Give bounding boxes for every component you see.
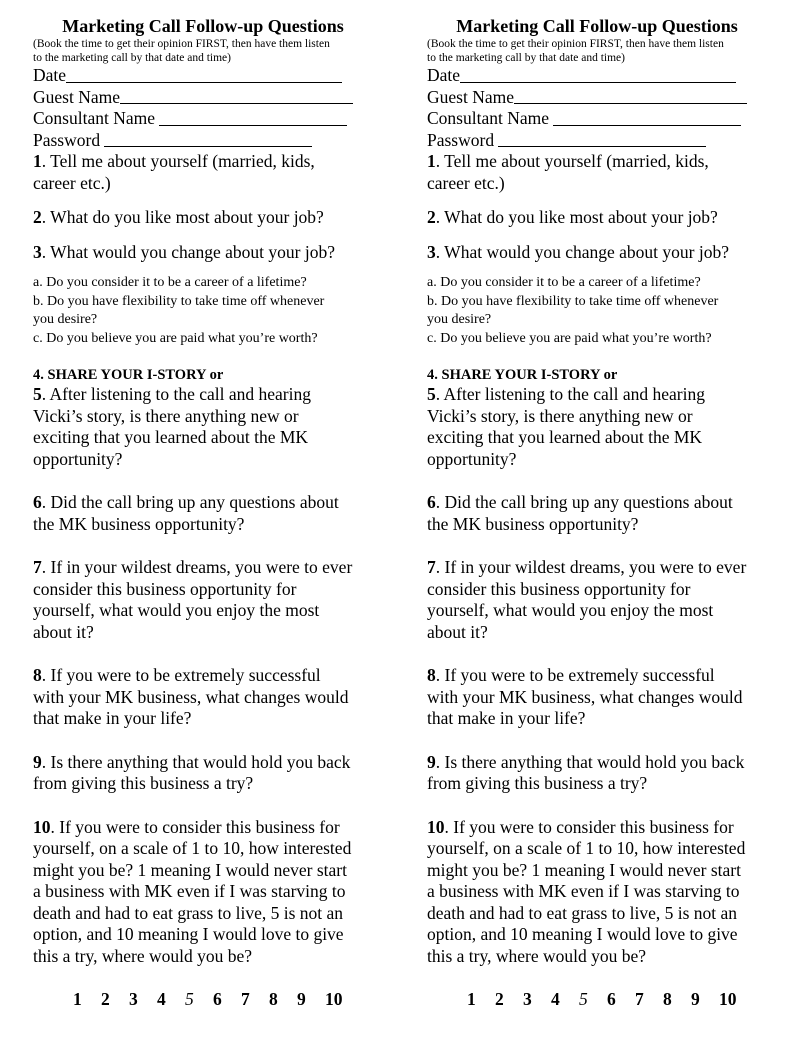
question-8: 8. If you were to be extremely successful with your MK business, what changes would that make in your life? <box>427 665 743 728</box>
scale-option-10[interactable]: 10 <box>719 989 737 1009</box>
scale-option-3[interactable]: 3 <box>523 989 532 1009</box>
scale-option-4[interactable]: 4 <box>551 989 560 1009</box>
question-2: 2. What do you like most about your job? <box>33 207 324 227</box>
question-7: 7. If in your wildest dreams, you were to ever consider this business opportunity for yourself, what would you enjoy the most about it? <box>33 557 353 642</box>
question-1: 1. Tell me about yourself (married, kids, career etc.) <box>33 151 315 193</box>
scale-option-10[interactable]: 10 <box>325 989 343 1009</box>
form-right <box>427 0 787 1009</box>
form-title: Marketing Call Follow-up Questions <box>62 16 344 36</box>
date-field[interactable]: Date <box>427 65 787 87</box>
guest-name-field[interactable]: Guest Name <box>33 87 393 109</box>
scale-option-6[interactable]: 6 <box>607 989 616 1009</box>
scale-option-5[interactable]: 5 <box>579 989 588 1009</box>
form-title: Marketing Call Follow-up Questions <box>456 16 738 36</box>
scale-option-5[interactable]: 5 <box>185 989 194 1009</box>
question-9: 9. Is there anything that would hold you back from giving this business a try? <box>427 751 745 793</box>
scale-option-3[interactable]: 3 <box>129 989 138 1009</box>
scale-option-7[interactable]: 7 <box>635 989 644 1009</box>
scale-option-2[interactable]: 2 <box>495 989 504 1009</box>
consultant-name-field[interactable]: Consultant Name <box>427 108 787 130</box>
question-5: 5. After listening to the call and hearing Vicki’s story, is there anything new or exciting that you learned about the MK opportunity? <box>427 384 705 469</box>
question-3: 3. What would you change about your job? <box>427 241 729 262</box>
question-3: 3. What would you change about your job? <box>33 241 335 262</box>
question-3-subitems: a. Do you consider it to be a career of a lifetime? b. Do you have flexibility to take time off whenever you desire? c. Do you believe you are paid what you’re worth? <box>33 275 325 346</box>
password-field[interactable]: Password <box>33 130 393 152</box>
question-5: 5. After listening to the call and hearing Vicki’s story, is there anything new or exciting that you learned about the MK opportunity? <box>33 384 311 469</box>
question-3-subitems: a. Do you consider it to be a career of a lifetime? b. Do you have flexibility to take time off whenever you desire? c. Do you believe you are paid what you’re worth? <box>427 275 719 346</box>
guest-name-field[interactable]: Guest Name <box>427 87 787 109</box>
scale-option-9[interactable]: 9 <box>297 989 306 1009</box>
consultant-name-field[interactable]: Consultant Name <box>33 108 393 130</box>
form-left <box>33 0 393 1009</box>
form-subtitle: (Book the time to get their opinion FIRST, then have them listen to the marketing call by that date and time) <box>33 38 330 64</box>
question-6: 6. Did the call bring up any questions about the MK business opportunity? <box>427 492 733 534</box>
question-10: 10. If you were to consider this business for yourself, on a scale of 1 to 10, how interested might you be? 1 meaning I would never start a business with MK even if I was starving to death and had to eat grass to live, 5 is not an option, and 10 meaning I would love to give this a try, where would you be? <box>427 816 746 966</box>
scale-option-6[interactable]: 6 <box>213 989 222 1009</box>
scale-option-2[interactable]: 2 <box>101 989 110 1009</box>
interest-scale <box>73 989 393 1009</box>
scale-option-4[interactable]: 4 <box>157 989 166 1009</box>
question-9: 9. Is there anything that would hold you back from giving this business a try? <box>33 751 351 793</box>
share-istory-heading: 4. SHARE YOUR I-STORY or <box>33 367 224 383</box>
scale-option-9[interactable]: 9 <box>691 989 700 1009</box>
interest-scale <box>467 989 787 1009</box>
scale-option-8[interactable]: 8 <box>663 989 672 1009</box>
question-10: 10. If you were to consider this business for yourself, on a scale of 1 to 10, how interested might you be? 1 meaning I would never start a business with MK even if I was starving to death and had to eat grass to live, 5 is not an option, and 10 meaning I would love to give this a try, where would you be? <box>33 816 352 966</box>
scale-option-1[interactable]: 1 <box>467 989 476 1009</box>
password-field[interactable]: Password <box>427 130 787 152</box>
scale-option-1[interactable]: 1 <box>73 989 82 1009</box>
question-1: 1. Tell me about yourself (married, kids, career etc.) <box>427 151 709 193</box>
scale-option-7[interactable]: 7 <box>241 989 250 1009</box>
question-7: 7. If in your wildest dreams, you were to ever consider this business opportunity for yourself, what would you enjoy the most about it? <box>427 557 747 642</box>
scale-option-8[interactable]: 8 <box>269 989 278 1009</box>
share-istory-heading: 4. SHARE YOUR I-STORY or <box>427 367 618 383</box>
form-subtitle: (Book the time to get their opinion FIRST, then have them listen to the marketing call by that date and time) <box>427 38 724 64</box>
question-2: 2. What do you like most about your job? <box>427 207 718 227</box>
date-field[interactable]: Date <box>33 65 393 87</box>
question-8: 8. If you were to be extremely successful with your MK business, what changes would that make in your life? <box>33 665 349 728</box>
question-6: 6. Did the call bring up any questions about the MK business opportunity? <box>33 492 339 534</box>
